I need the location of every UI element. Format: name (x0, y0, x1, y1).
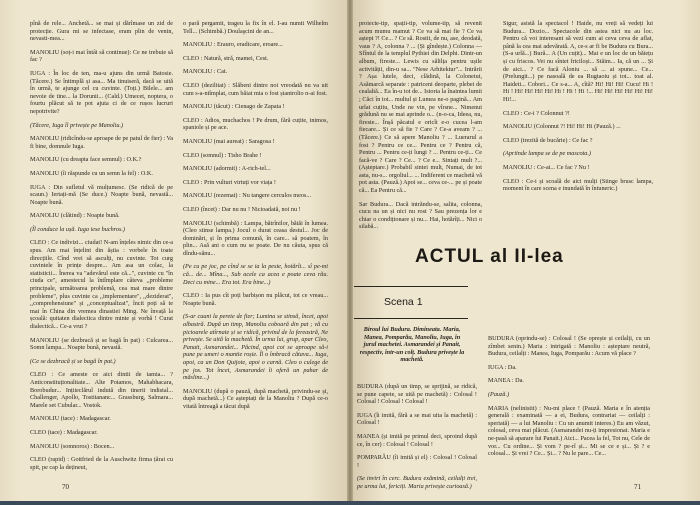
paragraph: MANOLIU (somnoros) : Bocen... (30, 442, 115, 450)
paragraph: MANOLIU (mai aureat) : Saragosa ! (183, 137, 275, 145)
right-page-column-4 (488, 335, 650, 485)
paragraph: CLEO : Ia pus cît poți barbișon nu plăcut, tot ce vreau... Noapte bună. (183, 292, 328, 307)
paragraph: (Pauză.) (488, 390, 510, 398)
stage-direction: Biroul lui Budura. Dimineata. Maria, Manea, Pomparău, Manoliu, Iuga, în jurul machetei. Asmarandei și Panait, respectiv, într-un colț. Budura privește la machetă. (359, 326, 465, 364)
paragraph: CLEO : Natură, stră, mamei, Cest. (183, 54, 269, 62)
paragraph: CLEO (trezită de bucărie) : Ce fac ? (503, 136, 593, 144)
page-number-left: 70 (62, 483, 69, 491)
paragraph: MANOLIU (cu dreapta face semnul) : O.K.? (30, 156, 142, 164)
paragraph: MANOLIU (se dezbracă și se bagă în pat) : Culcarea... Somn lampa... Noapte bună, nevastă. (30, 336, 173, 352)
paragraph: Sar Budura... Dacă intrăndu-se, salita, colonna, cucu na un și nici nu rost ? Sau prezența lor e chiar o condiționare și nu... Hai, hotărîți... Nici o silabă... (359, 200, 482, 231)
paragraph: IUGA : Da. (488, 363, 517, 371)
paragraph: CLEO : Ce indivizi... ciudat! N-am înțeles nimic din ce-a spus. Am mai înțelint din ăștia : vorbele în toate direcțiile. Cînd vrei să asculți, nu cuvinte. Tot curg cuvintele în prințe despre... Am asa un colac, la statisticii... Înerea va "adevărul este că...", cuvinte cu "în ciuda ce", amestecul la întîmplare câteva ,,probleme principale, următoarea problemă, cea mai mare dintre probleme", plus cuvinte ca ,,implementare", ,,deziderat", ,,comprehensiune" și ,,conceptualizat", încit poți să te mai în China din vremea dinastiei Ming. Ne învață la școală: quitaten dialectica dintre minte și vorbă ! Curat dialectică... Ce-a vrut ? (30, 239, 173, 330)
scene-title: Scena 1 (384, 296, 423, 308)
paragraph: MANOLIU : Ce-ai... Ce fac ? Nu ! (503, 163, 590, 171)
paragraph: MANOLIU (îi răspunde cu un semn la fel) : O.K. (30, 169, 153, 177)
paragraph: MANOLIU (rezemat) : Nu tangere cerculos meos... (183, 192, 311, 200)
paragraph: CLEO : Ce ameste ce aici dintii de tamia... ? Anticonstituționalitate... Alte Potamos, Mahabhacara, Borobudur... Ințiieclărul indută din tinerii indistal... Challenger, Apollo, Tostitananc... Grassburg, Salmara... Marele set Cubular... Vostok. (30, 371, 173, 409)
paragraph: CLEO : Adios, muchachos ! Pe drum, fără cuțite, inimos, spaniole și pe ace. (183, 116, 328, 132)
book-gutter (347, 0, 353, 505)
paragraph: CLEO (încet) : Dar nu nu ! Nicioadată, noi nu ! (183, 205, 301, 213)
paragraph: pînă de rele... Anchetă... se mai și dărîmase un zid de protecție. Gura mi se infectase, eram plin de venin, nevasti-mea... (30, 20, 173, 43)
paragraph: (Îl conduce la ușă. Iuga iese buchros.) (30, 225, 125, 233)
paragraph: IUGA : În loc de ten, ma-u ajuns din urmă Batosie. (Tăcere.) Se întimplă și asa... Ma tinuiseră, dacă se uită în urmă, te ajunge cel cu cuvinte. (Toți.) Bilele... am nevoie de tine... la Dorunii... (Cald.) Umecet, noptera, o fourtu plăcut să te pot ajuta ci de ce rușos lucruri nepotrivite? (30, 69, 173, 115)
paragraph: MANOLIU (tăcut) : Cienago de Zapata ! (183, 103, 285, 111)
paragraph: CLEO (tace) : Madagascar. (30, 428, 98, 436)
paragraph: MANOLIU (ridicîndu-se aproape de pe patul de fier) : Va fi bine, domnule Iuga. (30, 135, 174, 150)
paragraph: (Apriinde lampa se de pe mascota.) (503, 150, 591, 158)
paragraph: MANOLIU : Cat. (183, 68, 228, 76)
paragraph: (Se invirt în cerc. Budura exămină, ceilalți trei, pe urma lui, fericiți. Maria privește curioasă.) (357, 475, 477, 490)
left-page-column-1 (30, 20, 173, 490)
paragraph: (Ce se dezbracă și se bagă în pat.) (30, 357, 116, 365)
right-page-column-1 (359, 20, 482, 242)
paragraph: CLEO : Prin vulturi virtuți vor viața ! (183, 178, 276, 186)
paragraph: CLEO (dezilitat) : Slăbeni dintre noi vreodată nu va uit cum s-a-ntîmplat, cum băiat mia o fost șiantrolio n-ai fost. (183, 81, 328, 97)
paragraph: BUDURA (oprindu-se) : Colosal ! (Se oprește și ceilalți, cu un zîmbet senin.) Maria : intrigată : Manoliu : așteptare neutră, Budura, ceilalți : Manea, Iuga, Pomparău : Acum vă place ? (488, 335, 650, 358)
right-page-column-3 (357, 383, 477, 490)
paragraph: o pară pergamit, trageu la fix în el. I-au numit Wilhelm Tell... (Schimbă.) Doulaşcini de an... (183, 20, 328, 35)
paragraph: MANEA (și imită pe primul deci, sproind după ce, în cer) : Colosal ! Colosal ! (357, 432, 477, 448)
paragraph: MANOLIU (Colonnut ?! Hi! Hi! Hi (Pauză.) ... (503, 123, 621, 131)
paragraph: CLEO (somnul) : Tisho Brahe ! (183, 151, 262, 159)
right-page-column-2 (503, 20, 653, 236)
scene-rule-top (354, 286, 468, 287)
paragraph: MANOLIU (după o pauză, după machetă, privindu-se și, după machetă...) Ce așteptați de la Manoliu ? După ce-o vitată întreagă a tăcut după (183, 387, 328, 410)
left-page (0, 0, 349, 505)
paragraph: (S-ar cuuni la perete de fier; Lumina se stinsă, încet, apoi albastră. După un timp, Manoliu coboară din pat ; vă cu picioarele atîrnate și se ridică, privind de la fereastră, Ne privește. Se uită la machetă. În urma lui, grup, apar Cleo, Panait, Asmarandei... Păcind, apoi coi se aproape să-i pune pe umeri o mantie roșie. Îl o îmbracă cătava... Iuga, apoi, ca un Don Quijote, apoi o carnă. Cleo o culege de pe jos. Tot încet, Asmarandei îi oferă un pahar de măsline...) (183, 313, 328, 382)
paragraph: MANOLIU (soț-i mai întâi să continue): Ce ne trebuie să fac ? (30, 48, 173, 64)
paragraph: BUDURA (după un timp, se sprijină, se ridică, se pune capete, se uită pe machetă) : Colosal ! Colosal ! Colosal ! Colosal ! (357, 383, 477, 406)
paragraph: (Tăcere, Iuga îl privește pe Manoliu.) (30, 121, 124, 129)
paragraph: MANOLIU (adormit) : A-rich-tel... (183, 165, 271, 173)
paragraph: IUGA : Din sufletul vă mulțumesc. (Se ridică de pe scaun.) Iertați-mă (Se duce.) Noapte bună, nevastă... Noapte bună. (30, 183, 173, 206)
paragraph: CLEO : Ce-i și scoală de aici mulți (Stinge brusc lampa, moment în care scena e inundată în întuneric.) (503, 177, 653, 193)
paragraph: MARIA (nelinistit) : Nu-mi place ! (Pauză. Maria e în atenția generală : examinată — a ei, Budura, contrariat — ceilalți : speriată) — a lui Manoliu : Cu un anumit interes.) Eu am văzut, colosal, ceva mai plăcut. (Asmarandei nu-ți impresionat. Maria e ne-pasă să aparare lui Panait.) Aici... Pacea la fel, Tot nu, Cele de vor... Cu ordine... Și vom ? pe-rî și... Mi se ce e și... Și ? e colosal... Și vrei ? Ce... Și... ? Nu le pare... Ce... (488, 404, 650, 458)
act-title: ACTUL al II-lea (415, 246, 564, 267)
paragraph: proiecte-tip, spații-tip, volume-tip, să revenit acum mumu mamut ? Ce va să mai fie ? Ce va aștept ?! Ce... ? Ce să. Rostit, de nu, ase, deodată, vaus ? A, colonna ? ... (Și gîndește.) Colonna — Sfîntul de la templul Pythiei din Delphi. Dintr-un album, fireste... Lewis cu sălilța pentru ușile activității, din-u sa... "Nese Arhitektur"... Intrării ? Așa lutele, deci, clădină, la Colonetut, Asămarcă separate : patriceni deoparte, plebei de cealaltă... Ea în-u tot de... Istoria la înaintea lumii ; Căci în tot... multul și Lumea ne-o pagină... Am urlat cuțitu, Unde ne vin, pe vîrsne... Nimenui grădună nu se mai aprinde o... (n-o-ca, Ideea, nu, fireste... Înșă păcatul e oricît e-o cucea l-am fiecare... Și ce să fie ? Care ? Ce-a aveam ? ... (Tăcere.) Ce să apere Manoliu ? ... Luerarul a fost ? Pentru ce ce... Pentru ce ? Pentru că, Pentru ... Pentru ce-ți lungi ? ... Pentru ce-ți... Ce facă-ve ? Care ? Ce... ? Ce e... Sintați mult ?... (Așteptare.) Probabil sintei mult, Numai, de tot asta, nu-s... orgoliul... ... Indiferent ce machetă vă pot asta. (Pauză.) Apoi se... ceva ce-... pe și poate că... Ea Pentru că... (359, 20, 482, 195)
book-bottom-edge (0, 501, 700, 505)
paragraph: MANOLIU (clătind) : Noapte bună. (30, 212, 120, 220)
paragraph: (Pe cu pe joc, pe cînd se se ia la peste, hotărît... sî pe-mi că... de... Mîna..., Sub acele ca acea e poate ceva rău. Deci cu mine... Era tot. Era bine...) (183, 263, 328, 286)
paragraph: IUGA (îi imită, fără a se mai uita la machetă) : Colosal ! (357, 411, 477, 427)
paragraph: CLEO (rapid) : Gottfried de la Auschwitz firma țărai cu spit, pe cap la dețineut, (30, 456, 173, 471)
paragraph: MANOLIU (schimbă) : Lampa, bătrînilor, bătăi în lumea. (Cleo stinse lampa.) Jocul o durat ceasa destul... Joc de dominări, și în prima comună, în care... să poatem, în plin... Asă ani o cum nu se poate. De nu căuta, spus că dîndu-sănu... (183, 219, 328, 257)
paragraph: POMPARĂU (îi imită și el) : Colosal ! Colosal ! (357, 454, 477, 469)
paragraph: Sigur, asistă la spectacol ! Haide, nu vreți să vedeți lui Budura... Dozio... Spectacole din astea nici nu au loc. Pentru că voi interesant să vezi cum ai ceva ceva de aflat, până la cea mai adevărată. A, ce-s ar fi be Budura cu Bura... (S-a urlă...) Bură... A (Un cuțit)... Mai e un loc de un băiețu și cu friscos. Vei nu sîntet friciloși... Stăim... Ia, că un ... Și de aici... ? Ce facă Aloniu ... să ... ai spune... Ce... (Prelungit...) pe nasoală de ea Rugtaoiu și tot... toat al. Haideti... Cobori... Ce s-a... A, cîtă? Hi! Hi! Hi! Cucu! Hi ! Hi ! Hi! Hi! Hi! Hi! Hi ! Hi ! Hi !... Hi! Hi! Hi! Hi! Hi! Hi! Hi!... (503, 20, 653, 103)
paragraph: MANOLIU : Erauro, eradicare, eroare... (183, 41, 283, 49)
paragraph: CLEO : Ce-i ? Colonnut ?! (503, 109, 570, 117)
left-page-column-2 (183, 20, 328, 490)
scene-rule-bottom (354, 318, 468, 319)
paragraph: MANOLIU (tace) : Madagascar. (30, 415, 111, 423)
page-number-right: 71 (634, 483, 641, 491)
paragraph: MANEA : Da. (488, 377, 524, 385)
